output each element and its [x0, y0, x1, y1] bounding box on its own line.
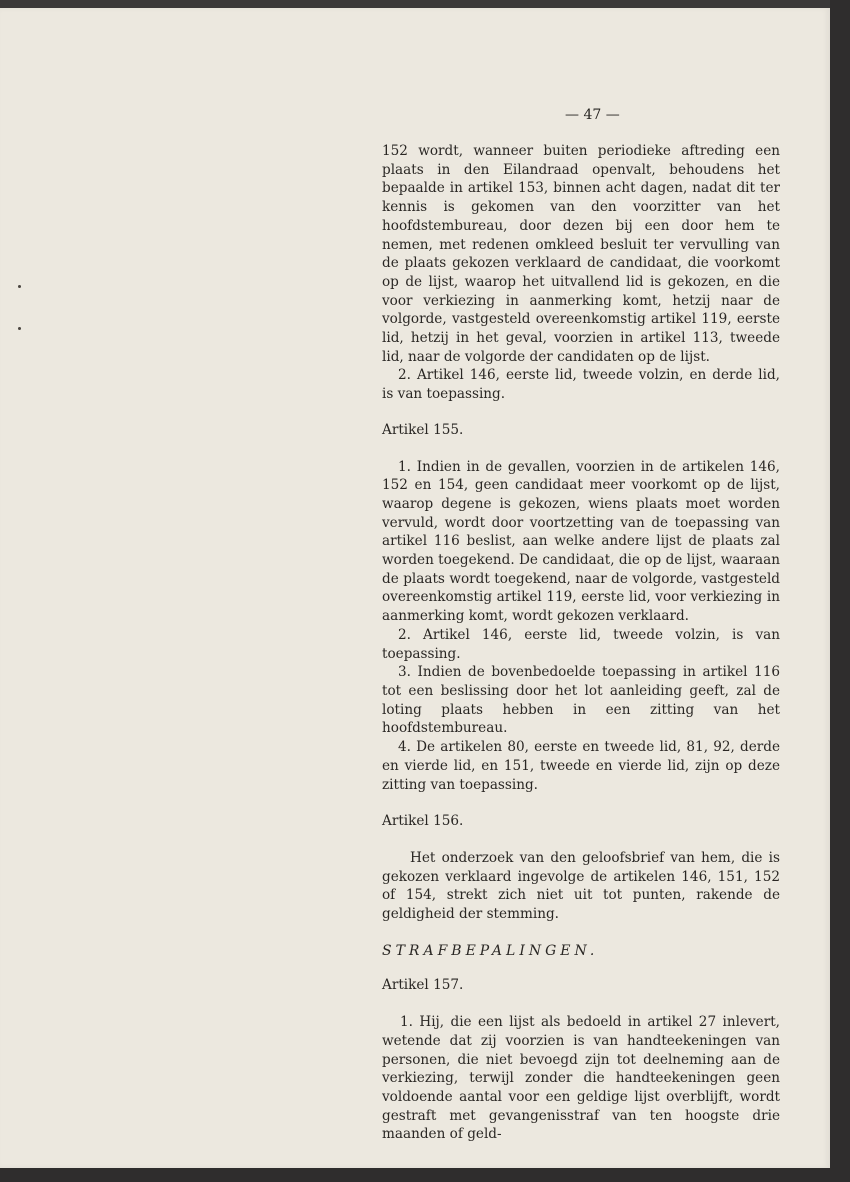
article-156-heading: Artikel 156.: [382, 813, 464, 830]
page-number: — 47 —: [565, 107, 620, 123]
article-155-item-1: 1. Indien in de gevallen, voorzien in de artikelen 146, 152 en 154, geen candidaat meer voorkomt op de lijst, waarop degene is gekozen, wiens plaats moet worden vervuld, wordt door voortzetting van de toepassing van artikel 116 beslist, aan welke andere lijst de plaats zal worden toegekend. De candidaat, die op de lijst, waaraan de plaats wordt toegekend, naar de volgorde, vastgesteld overeenkomstig artikel 119, eerste lid, voor verkiezing in aanmerking komt, wordt gekozen verklaard.: [382, 458, 780, 625]
intro-paragraph: 152 wordt, wanneer buiten periodieke aftreding een plaats in den Eilandraad openvalt, behoudens het bepaalde in artikel 153, binnen acht dagen, nadat dit ter kennis is gekomen van den voorzitter van het hoofdstembureau, door dezen bij een door hem te nemen, met redenen omkleed besluit ter vervulling van de plaats gekozen verklaard de candidaat, die voorkomt op de lijst, waarop het uitvallend lid is gekozen, en die voor verkiezing in aanmerking komt, hetzij naar de volgorde, vastgesteld overeenkomstig artikel 119, eerste lid, hetzij in het geval, voorzien in artikel 113, tweede lid, naar de volgorde der candidaten op de lijst.: [382, 143, 780, 365]
article-155-item-2: 2. Artikel 146, eerste lid, tweede volzin, is van toepassing.: [382, 626, 780, 662]
article-157-text: 1. Hij, die een lijst als bedoeld in artikel 27 inlevert, wetende dat zij voorzien is van handteekeningen van personen, die niet bevoegd zijn tot deelneming aan de verkiezing, terwijl zonder die handteekeningen geen voldoende aantal voor een geldige lijst overblijft, wordt gestraft met gevangenisstraf van ten hoogste drie maanden of geld-: [382, 1014, 780, 1143]
scan-speck: [18, 285, 21, 288]
section-title: STRAFBEPALINGEN.: [382, 942, 599, 959]
scan-edge-bottom: [0, 1168, 850, 1182]
scan-speck: [18, 327, 21, 330]
document-body: [382, 142, 780, 1144]
article-157-heading: Artikel 157.: [382, 977, 464, 994]
article-155-heading: Artikel 155.: [382, 421, 464, 438]
article-155-item-3: 3. Indien de bovenbedoelde toepassing in artikel 116 tot een beslissing door het lot aanleiding geeft, zal de loting plaats hebben in een zitting van het hoofdstembureau.: [382, 664, 780, 737]
article-155-item-4: 4. De artikelen 80, eerste en tweede lid, 81, 92, derde en vierde lid, en 151, tweede en vierde lid, zijn op deze zitting van toepassing.: [382, 739, 780, 793]
article-156-text: Het onderzoek van den geloofsbrief van hem, die is gekozen verklaard ingevolge de artikelen 146, 151, 152 of 154, strekt zich niet uit tot punten, rakende de geldigheid der stemming.: [382, 849, 780, 923]
intro-item-2: 2. Artikel 146, eerste lid, tweede volzin, en derde lid, is van toepassing.: [382, 367, 780, 403]
scan-edge-right: [830, 0, 850, 1182]
